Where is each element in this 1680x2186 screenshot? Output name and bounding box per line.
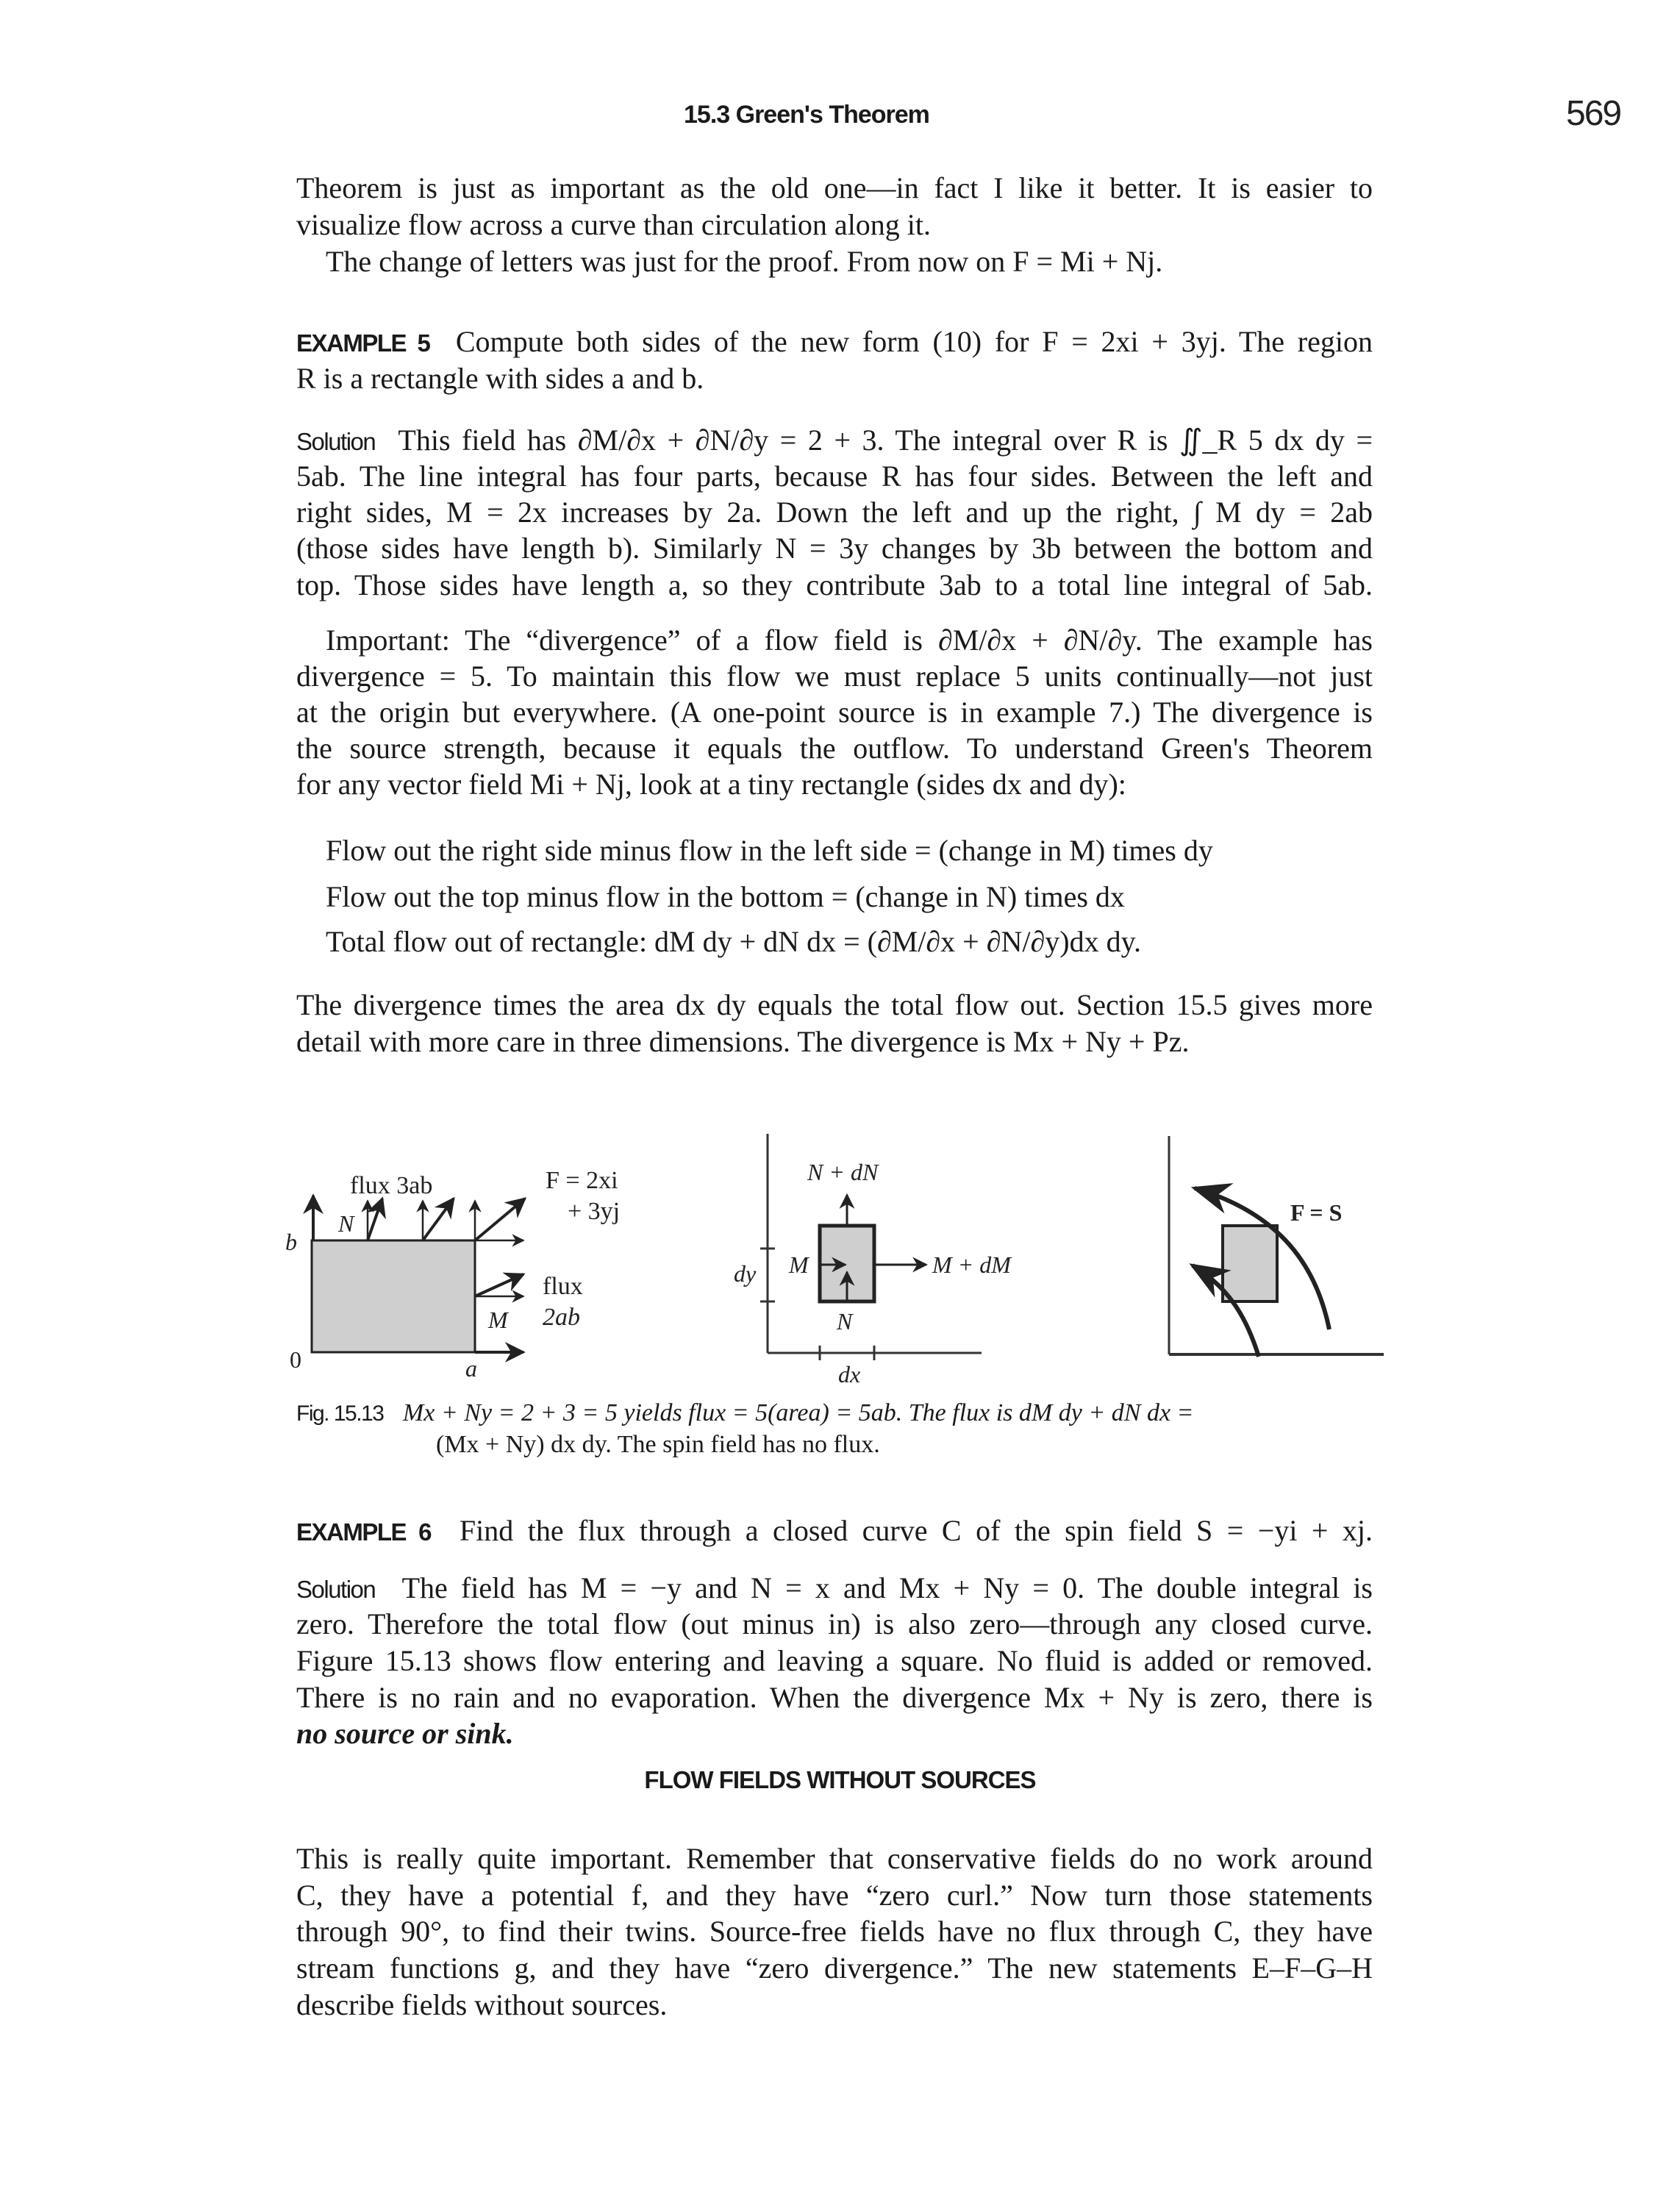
section-title: 15.3 Green's Theorem xyxy=(684,101,929,129)
label-N-plus-dN: N + dN xyxy=(807,1159,879,1185)
label-N: N xyxy=(338,1210,354,1237)
solution5-line-3: right sides, M = 2x increases by 2a. Down the left and up the right, ∫ M dy = 2ab xyxy=(296,496,1373,529)
important-line-5: for any vector field Mi + Nj, look at a tiny rectangle (sides dx and dy): xyxy=(296,768,1126,801)
display-line-3: Total flow out of rectangle: dM dy + dN dx = (∂M/∂x + ∂N/∂y)dx dy. xyxy=(326,925,1141,958)
page-number: 569 xyxy=(1566,94,1621,133)
label-field-F-line2: + 3yj xyxy=(568,1198,621,1225)
solution6-line-3: Figure 15.13 shows flow entering and leaving a square. No fluid is added or removed. xyxy=(296,1644,1373,1677)
final-line-4: stream functions g, and they have “zero divergence.” The new statements E–F–G–H xyxy=(296,1951,1373,1985)
example5-text: Compute both sides of the new form (10) for F = 2xi + 3yj. The region xyxy=(455,325,1373,358)
example6-text: Find the flux through a closed curve C of the spin field S = −yi + xj. xyxy=(459,1514,1373,1547)
label-M-plus-dM: M + dM xyxy=(932,1251,1011,1278)
divergence-line-2: detail with more care in three dimensions. The divergence is Mx + Ny + Pz. xyxy=(296,1025,1190,1058)
divergence-line-1: The divergence times the area dx dy equals the total flow out. Section 15.5 gives more xyxy=(296,988,1373,1021)
caption-label: Fig. 15.13 xyxy=(296,1401,384,1426)
solution5-label: Solution xyxy=(296,428,376,455)
example6-label: EXAMPLE 6 xyxy=(296,1518,431,1546)
important-line-3: at the origin but everywhere. (A one-point source is in example 7.) The divergence is xyxy=(296,696,1373,729)
label-M-left: M xyxy=(789,1251,809,1278)
solution6-line-4: There is no rain and no evaporation. When the divergence Mx + Ny is zero, there is xyxy=(296,1681,1373,1714)
final-line-5: describe fields without sources. xyxy=(296,1988,668,2021)
example5-line-2: R is a rectangle with sides a and b. xyxy=(296,362,704,395)
label-F-equals-S: F = S xyxy=(1290,1199,1343,1226)
solution5-line-4: (those sides have length b). Similarly N = 3y changes by 3b between the bottom and xyxy=(296,532,1373,565)
panel-tiny-rectangle xyxy=(734,1134,1012,1387)
example5-label: EXAMPLE 5 xyxy=(296,329,430,357)
solution6-line-1 xyxy=(296,1570,1373,1607)
label-a: a xyxy=(465,1355,477,1382)
label-M: M xyxy=(488,1307,508,1333)
display-line-2: Flow out the top minus flow in the bottom = (change in N) times dx xyxy=(326,880,1125,913)
caption-line-1: Mx + Ny = 2 + 3 = 5 yields flux = 5(area) = 5ab. The flux is dM dy + dN dx = xyxy=(402,1399,1194,1426)
important-line-4: the source strength, because it equals the outflow. To understand Green's Theorem xyxy=(296,732,1373,765)
label-flux-right: flux xyxy=(543,1273,583,1300)
solution5-line-5: top. Those sides have length a, so they contribute 3ab to a total line integral of 5ab. xyxy=(296,568,1373,601)
intro-line-2: visualize flow across a curve than circulation along it. xyxy=(296,208,932,241)
solution5-text: This field has ∂M/∂x + ∂N/∂y = 2 + 3. The integral over R is ∬_R 5 dx dy = xyxy=(398,424,1373,457)
solution6-label: Solution xyxy=(296,1576,376,1603)
caption-line-2: (Mx + Ny) dx dy. The spin field has no flux. xyxy=(436,1431,880,1458)
intro-line-1: Theorem is just as important as the old one—in fact I like it better. It is easier to xyxy=(296,171,1373,204)
solution6-text: The field has M = −y and N = x and Mx + Ny = 0. The double integral is xyxy=(401,1571,1373,1604)
label-dx: dx xyxy=(838,1361,861,1387)
solution5-line-2: 5ab. The line integral has four parts, because R has four sides. Between the left and xyxy=(296,460,1373,493)
solution6-line-2: zero. Therefore the total flow (out minus in) is also zero—through any closed curve. xyxy=(296,1607,1373,1640)
label-N-bottom: N xyxy=(837,1308,853,1335)
display-line-1: Flow out the right side minus flow in the left side = (change in M) times dy xyxy=(326,834,1213,867)
final-line-3: through 90°, to find their twins. Source-free fields have no flux through C, they have xyxy=(296,1915,1373,1948)
figure-caption xyxy=(296,1397,1194,1429)
section-heading: FLOW FIELDS WITHOUT SOURCES xyxy=(644,1766,1036,1793)
panel-rectangle-flux xyxy=(285,1167,620,1382)
label-2ab: 2ab xyxy=(543,1304,580,1331)
label-flux-3ab: flux 3ab xyxy=(350,1172,433,1199)
label-field-F: F = 2xi xyxy=(546,1167,618,1194)
final-line-1: This is really quite important. Remember that conservative fields do no work around xyxy=(296,1842,1373,1875)
label-b: b xyxy=(285,1229,297,1255)
final-line-2: C, they have a potential f, and they have “zero curl.” Now turn those statements xyxy=(296,1879,1373,1912)
label-0: 0 xyxy=(290,1346,301,1373)
important-line-2: divergence = 5. To maintain this flow we must replace 5 units continually—not just xyxy=(296,660,1373,693)
panel-spin-field xyxy=(1169,1136,1384,1357)
example6-line xyxy=(296,1512,1373,1550)
label-dy: dy xyxy=(734,1260,757,1287)
solution6-line-5: no source or sink. xyxy=(296,1717,514,1750)
important-line-1: Important: The “divergence” of a flow field is ∂M/∂x + ∂N/∂y. The example has xyxy=(326,624,1373,657)
intro-line-3: The change of letters was just for the proof. From now on F = Mi + Nj. xyxy=(326,245,1163,278)
